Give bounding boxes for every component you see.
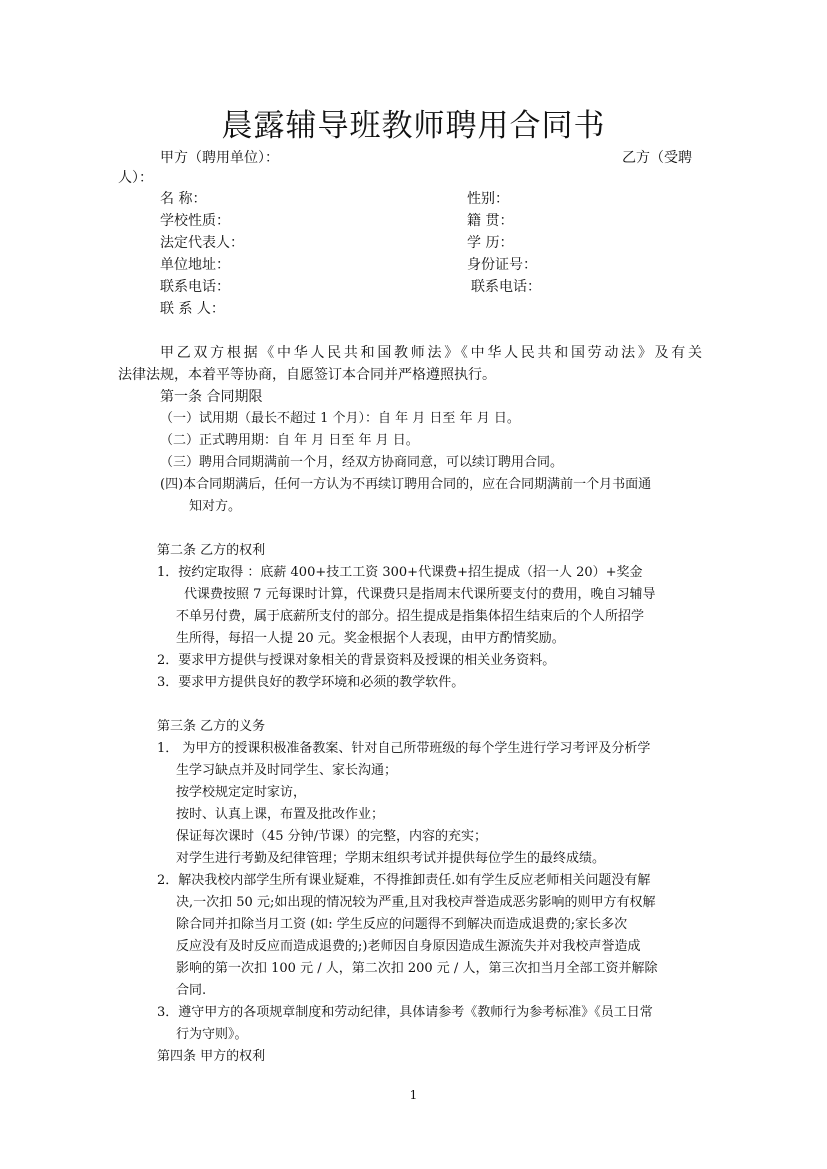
article3-item-1-sub: 按时、认真上课，布置及批改作业； — [176, 807, 385, 822]
party-b-label: 乙方（受聘 — [622, 150, 692, 166]
party-b-field-origin: 籍 贯： — [467, 213, 514, 229]
article1-item: （二）正式聘用期：自 年 月 日至 年 月 日。 — [160, 433, 419, 448]
article4-heading: 第四条 甲方的权利 — [157, 1049, 266, 1064]
article2-item-1-detail: 代课费按照 7 元每课时计算，代课费只是指周末代课所要支付的费用，晚自习辅导 — [184, 587, 656, 602]
party-a-label: 甲方（聘用单位）： — [160, 150, 279, 166]
page-number: 1 — [409, 1088, 418, 1102]
article3-item-2: 反应没有及时反应而造成退费的;)老师因自身原因造成生源流失并对我校声誉造成 — [176, 939, 641, 954]
article3-item-2: 决,一次扣 50 元;如出现的情况较为严重,且对我校声誉造成恶劣影响的则甲方有权解 — [176, 895, 656, 910]
party-b-field-id: 身份证号： — [467, 257, 537, 273]
article3-item-2: 合同. — [176, 983, 207, 998]
party-a-field-phone: 联系电话： — [160, 279, 230, 295]
article3-item-1-sub: 保证每次课时（45 分钟/节课）的完整，内容的充实； — [176, 829, 488, 844]
party-a-field-legal-rep: 法定代表人： — [160, 235, 244, 251]
party-b-field-education: 学 历： — [467, 235, 514, 251]
article1-item: (四)本合同期满后，任何一方认为不再续订聘用合同的，应在合同期满前一个月书面通 — [160, 477, 652, 492]
article1-item: （一）试用期（最长不超过 1 个月）：自 年 月 日至 年 月 日。 — [160, 411, 520, 426]
party-b-field-phone: 联系电话： — [471, 279, 541, 295]
article1-heading: 第一条 合同期限 — [160, 389, 263, 405]
article2-item-3: 3．要求甲方提供良好的教学环境和必须的教学软件。 — [157, 675, 465, 690]
party-b-label-continued: 人）： — [118, 170, 153, 186]
party-a-field-address: 单位地址： — [160, 257, 230, 273]
article3-item-2: 2．解决我校内部学生所有课业疑难，不得推卸责任.如有学生反应老师相关问题没有解 — [157, 873, 651, 888]
article2-item-1-detail: 生所得，每招一人提 20 元。奖金根据个人表现，由甲方酌情奖励。 — [176, 631, 565, 646]
intro-line: 法律法规，本着平等协商，自愿签订本合同并严格遵照执行。 — [118, 367, 496, 383]
article2-item-1-detail: 不单另付费，属于底薪所支付的部分。招生提成是指集体招生结束后的个人所招学 — [176, 609, 645, 624]
article2-item-2: 2．要求甲方提供与授课对象相关的背景资料及授课的相关业务资料。 — [157, 653, 556, 668]
document-title: 晨露辅导班教师聘用合同书 — [221, 108, 606, 144]
intro-line: 甲乙双方根据《中华人民共和国教师法》《中华人民共和国劳动法》及有关 — [160, 345, 702, 361]
article3-item-3: 行为守则》。 — [176, 1027, 248, 1042]
party-a-field-name: 名 称： — [160, 191, 207, 207]
party-a-field-contact: 联 系 人： — [160, 301, 225, 317]
article3-item-1: 生学习缺点并及时同学生、家长沟通； — [176, 763, 398, 778]
article3-item-2: 除合同并扣除当月工资 (如: 学生反应的问题得不到解决而造成退费的;家长多次 — [176, 917, 628, 932]
article1-item: （三）聘用合同期满前一个月，经双方协商同意，可以续订聘用合同。 — [160, 455, 564, 470]
article3-heading: 第三条 乙方的义务 — [157, 719, 266, 734]
article3-item-1-sub: 按学校规定定时家访， — [176, 785, 307, 800]
party-a-field-school-type: 学校性质： — [160, 213, 230, 229]
article2-item-1: 1．按约定取得 ：底薪 400+技工工资 300+代课费+招生提成（招一人 20）+奖金 — [157, 565, 643, 580]
party-b-field-gender: 性别： — [467, 191, 509, 207]
article3-item-1: 1． 为甲方的授课积极准备教案、针对自己所带班级的每个学生进行学习考评及分析学 — [157, 741, 651, 756]
article3-item-2: 影响的第一次扣 100 元 / 人，第二次扣 200 元 / 人，第三次扣当月全部工资并解除 — [176, 961, 658, 976]
article1-item: 知对方。 — [189, 499, 242, 514]
article2-heading: 第二条 乙方的权利 — [157, 543, 266, 558]
article3-item-1-sub: 对学生进行考勤及纪律管理；学期末组织考试并提供每位学生的最终成绩。 — [176, 851, 606, 866]
article3-item-3: 3．遵守甲方的各项规章制度和劳动纪律，具体请参考《教师行为参考标准》《员工日常 — [157, 1005, 653, 1020]
